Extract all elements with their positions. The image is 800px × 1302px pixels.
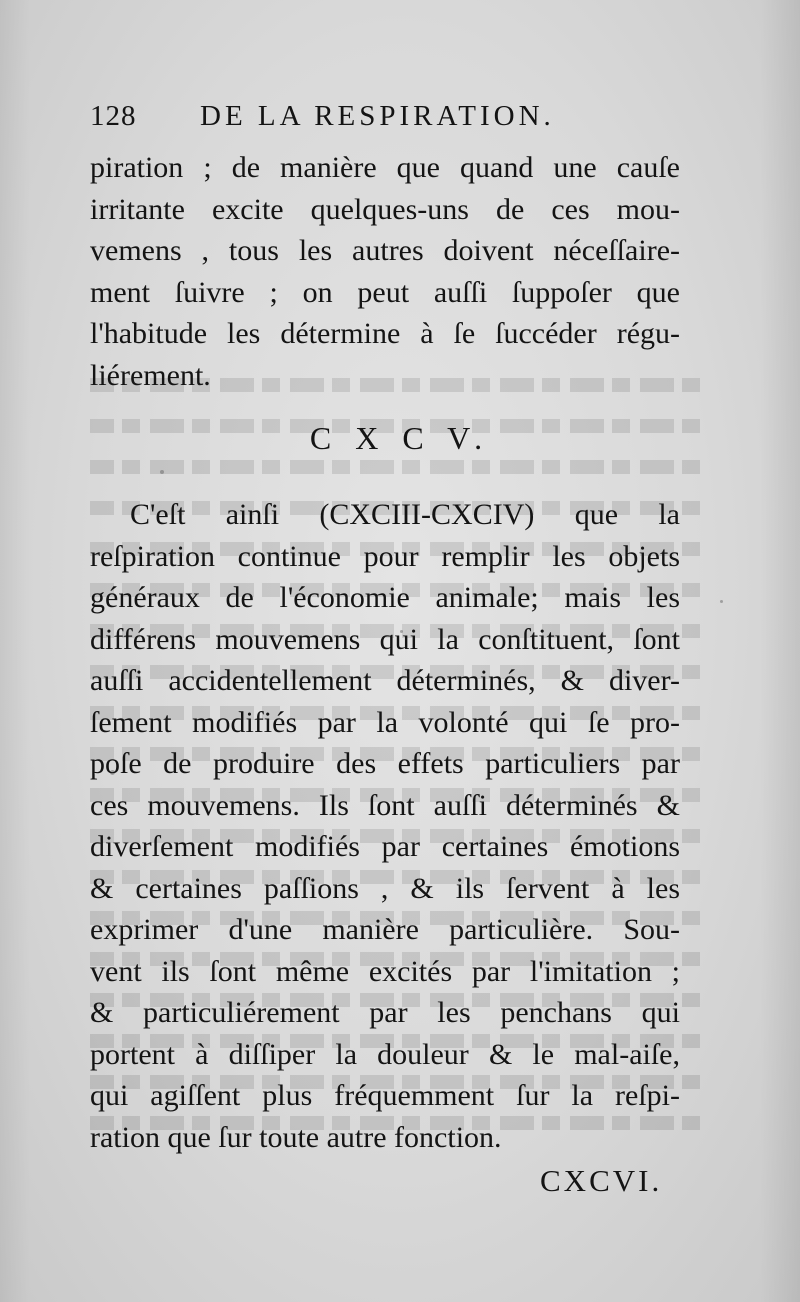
paper-speck xyxy=(720,600,723,603)
text-line: l'habitude les détermine à ſe ſuccéder régu- xyxy=(90,317,680,350)
text-line: généraux de l'économie animale; mais les xyxy=(90,581,680,614)
text-line: différens mouvemens qui la conſtituent, ſont xyxy=(90,622,680,656)
text-line: liérement. xyxy=(90,358,211,392)
page-header xyxy=(90,100,690,140)
text-line: ſement modifiés par la volonté qui ſe pro- xyxy=(90,705,680,739)
paper-speck xyxy=(160,470,164,474)
paragraph-2 xyxy=(90,494,680,1158)
text-line: exprimer d'une manière particulière. Sou- xyxy=(90,913,680,946)
paragraph-1 xyxy=(90,147,680,396)
text-line: diverſement modifiés par certaines émotions xyxy=(90,830,680,863)
text-line: ces mouvemens. Ils ſont auſſi déterminés & xyxy=(90,788,680,822)
catchword: CXCVI. xyxy=(540,1163,663,1198)
running-title: DE LA RESPIRATION. xyxy=(200,100,555,132)
page-edge-shadow-right xyxy=(760,0,800,1302)
text-line: & particuliérement par les penchans qui xyxy=(90,996,680,1029)
page-edge-shadow-left xyxy=(0,0,30,1302)
text-line: piration ; de manière que quand une cauſe xyxy=(90,151,680,184)
text-line: auſſi accidentellement déterminés, & diver- xyxy=(90,664,680,697)
text-line: qui agiſſent plus fréquemment ſur la reſpi- xyxy=(90,1079,680,1112)
section-heading: C X C V. xyxy=(309,420,491,456)
text-line: poſe de produire des effets particuliers par xyxy=(90,747,680,780)
text-line: vemens , tous les autres doivent néceſſaire- xyxy=(90,234,680,267)
text-line: ment ſuivre ; on peut auſſi ſuppoſer que xyxy=(90,275,680,309)
text-line: irritante excite quelques-uns de ces mou- xyxy=(90,192,680,226)
text-line: reſpiration continue pour remplir les objets xyxy=(90,539,680,573)
page-number: 128 xyxy=(90,100,137,132)
text-line: ration que ſur toute autre fonction. xyxy=(90,1120,502,1154)
text-line: portent à diſſiper la douleur & le mal-aiſe, xyxy=(90,1037,680,1071)
text-line: vent ils ſont même excités par l'imitation ; xyxy=(90,954,680,988)
text-line: & certaines paſſions , & ils ſervent à les xyxy=(90,871,680,905)
text-line: C'eſt ainſi (CXCIII-CXCIV) que la xyxy=(130,498,680,531)
